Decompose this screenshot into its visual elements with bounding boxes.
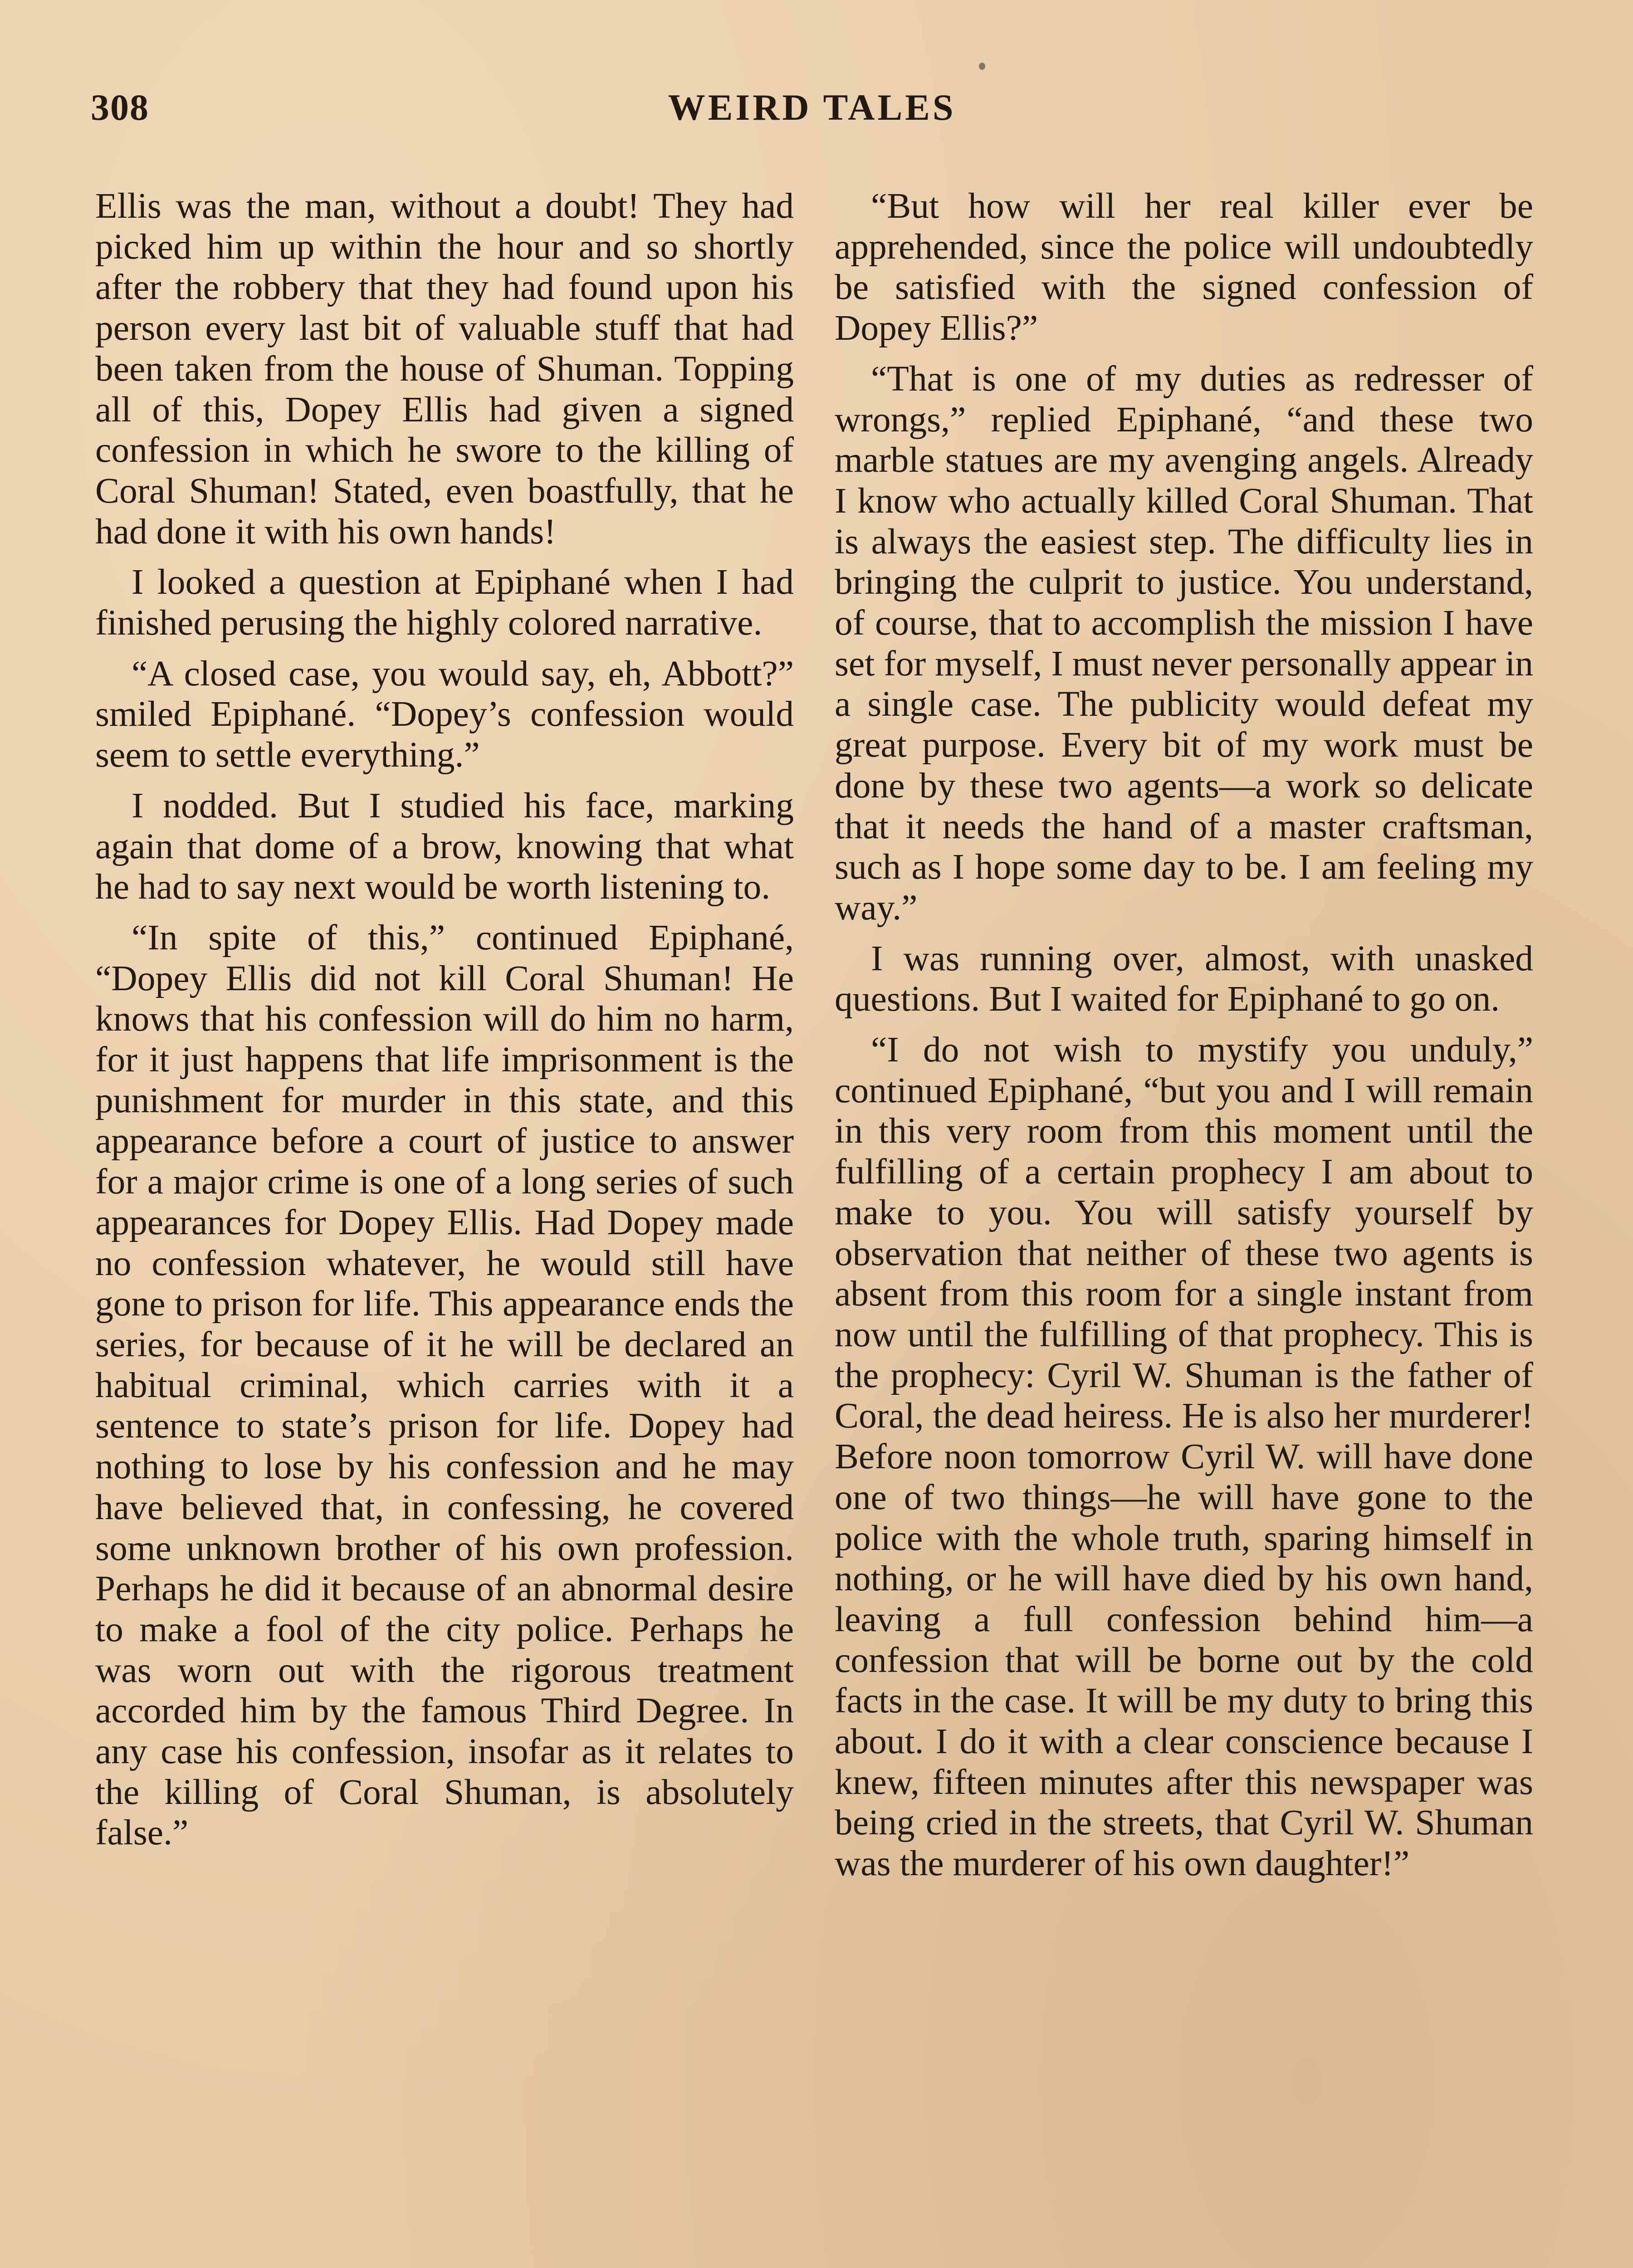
paragraph: I looked a question at Epiphané when I had finished perusing the highly colored narrative. — [95, 562, 794, 643]
paragraph: I nodded. But I studied his face, marking again that dome of a brow, knowing that what he had to say next would be worth listening to. — [95, 785, 794, 907]
paragraph: “I do not wish to mystify you unduly,” continued Epiphané, “but you and I will remain in this very room from this moment until the fulfilling of a certain prophecy I am about to make to you. You will satisfy yourself by observation that neither of these two agents is absent from this room for a single instant from now until the fulfilling of that prophecy. This is the prophecy: Cyril W. Shuman is the father of Coral, the dead heiress. He is also her murderer! Before noon tomorrow Cyril W. will have done one of two things—he will have gone to the police with the whole truth, sparing himself in nothing, or he will have died by his own hand, leaving a full confession behind him—a confession that will be borne out by the cold facts in the case. It will be my duty to bring this about. I do it with a clear conscience because I knew, fifteen minutes after this newspaper was being cried in the streets, that Cyril W. Shuman was the murderer of his own daughter!” — [835, 1030, 1533, 1884]
paragraph: I was running over, almost, with unasked questions. But I waited for Epiphané to go on. — [835, 938, 1533, 1019]
paper-speck — [979, 63, 985, 70]
paragraph: “A closed case, you would say, eh, Abbott?” smiled Epiphané. “Dopey’s confession would seem to settle everything.” — [95, 653, 794, 775]
paragraph: “That is one of my duties as redresser of wrongs,” replied Epiphané, “and these two marble statues are my avenging angels. Already I know who actually killed Coral Shuman. That is always the easiest step. The difficulty lies in bringing the culprit to justice. You understand, of course, that to accomplish the mission I have set for myself, I must never personally appear in a single case. The publicity would defeat my great purpose. Every bit of my work must be done by these two agents—a work so delicate that it needs the hand of a master craftsman, such as I hope some day to be. I am feeling my way.” — [835, 358, 1533, 928]
left-column — [95, 186, 794, 1863]
running-head: WEIRD TALES — [668, 87, 956, 128]
page-number: 308 — [91, 87, 149, 128]
paragraph: Ellis was the man, without a doubt! They had picked him up within the hour and so shortly after the robbery that they had found upon his person every last bit of valuable stuff that had been taken from the house of Shuman. Topping all of this, Dopey Ellis had given a signed confession in which he swore to the killing of Coral Shuman! Stated, even boastfully, that he had done it with his own hands! — [95, 186, 794, 552]
right-column — [835, 186, 1533, 1894]
paragraph: “But how will her real killer ever be apprehended, since the police will undoubtedly be satisfied with the signed confession of Dopey Ellis?” — [835, 186, 1533, 348]
page-header — [91, 86, 1533, 136]
paragraph: “In spite of this,” continued Epiphané, “Dopey Ellis did not kill Coral Shuman! He knows that his confession will do him no harm, for it just happens that life imprisonment is the punishment for murder in this state, and this appearance before a court of justice to answer for a major crime is one of a long series of such appearances for Dopey Ellis. Had Dopey made no confession whatever, he would still have gone to prison for life. This appearance ends the series, for because of it he will be declared an habitual criminal, which carries with it a sentence to state’s prison for life. Dopey had nothing to lose by his confession and he may have believed that, in confessing, he covered some unknown brother of his own profession. Perhaps he did it because of an abnormal desire to make a fool of the city police. Perhaps he was worn out with the rigorous treatment accorded him by the famous Third Degree. In any case his confession, insofar as it relates to the killing of Coral Shuman, is absolutely false.” — [95, 917, 794, 1853]
